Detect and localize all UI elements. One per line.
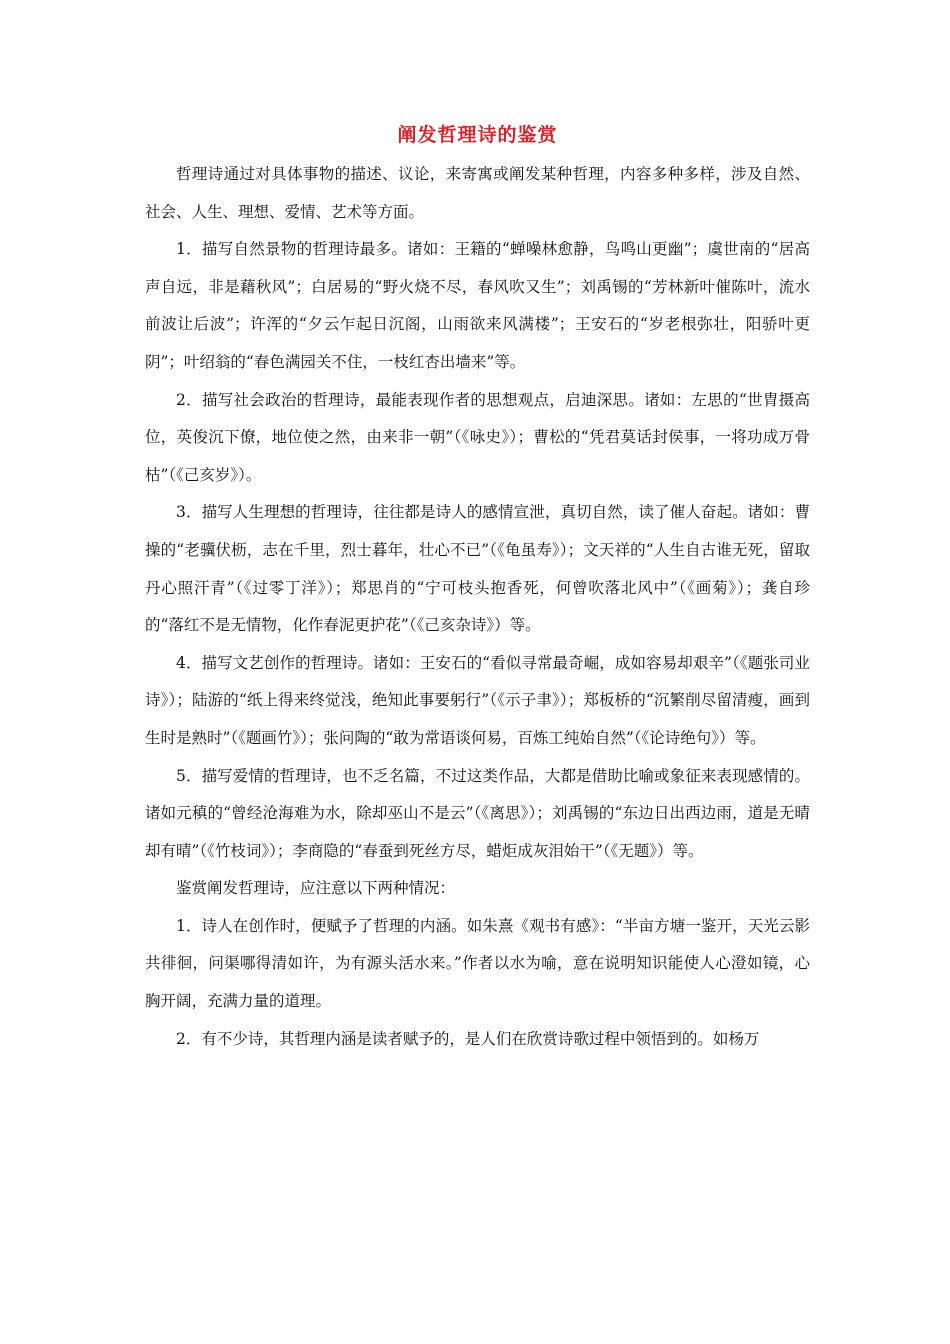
paragraph-intro: 哲理诗通过对具体事物的描述、议论，来寄寓或阐发某种哲理，内容多种多样，涉及自然、社会、人生、理想、爱情、艺术等方面。 [145, 165, 810, 221]
paragraph-art-poems: 4．描写文艺创作的哲理诗。诸如：王安石的“看似寻常最奇崛，成如容易却艰辛”（《题张司业诗》）；陆游的“纸上得来终觉浅，绝知此事要躬行”（《示子聿》）；郑板桥的“沉繁削尽留清瘦，画到生时是熟时”（《题画竹》）；张问陶的“敢为常语谈何易，百炼工纯始自然”（《论诗绝句》）等。 [145, 653, 810, 747]
document-page [145, 118, 810, 1058]
paragraph-social-poems: 2．描写社会政治的哲理诗，最能表现作者的思想观点，启迪深思。诸如：左思的“世胄摄高位，英俊沉下僚，地位使之然，由来非一朝”（《咏史》）；曹松的“凭君莫话封侯事，一将功成万骨枯”（《己亥岁》）。 [145, 390, 810, 484]
document-title: 阐发哲理诗的鉴赏 [397, 124, 558, 146]
paragraph-nature-poems: 1．描写自然景物的哲理诗最多。诸如：王籍的“蝉噪林愈静，鸟鸣山更幽”；虞世南的“居高声自远，非是藉秋风”；白居易的“野火烧不尽，春风吹又生”；刘禹锡的“芳林新叶催陈叶，流水前波让后波”；许浑的“夕云乍起日沉阁，山雨欲来风满楼”；王安石的“岁老根弥壮，阳骄叶更阴”；叶绍翁的“春色满园关不住，一枝红杏出墙来”等。 [145, 240, 810, 371]
paragraph-situation-1: 1．诗人在创作时，便赋予了哲理的内涵。如朱熹《观书有感》：“半亩方塘一鉴开，天光云影共徘徊，问渠哪得清如许，为有源头活水来。”作者以水为喻，意在说明知识能使人心澄如镜，心胸开阔，充满力量的道理。 [145, 916, 810, 1011]
paragraph-appreciation-intro: 鉴赏阐发哲理诗，应注意以下两种情况： [176, 879, 456, 898]
paragraph-life-poems: 3．描写人生理想的哲理诗，往往都是诗人的感情宣泄，真切自然，读了催人奋起。诸如：曹操的“老骥伏枥，志在千里，烈士暮年，壮心不已”（《龟虽寿》）；文天祥的“人生自古谁无死，留取丹心照汗青”（《过零丁洋》）；郑思肖的“宁可枝头抱香死，何曾吹落北风中”（《画菊》）；龚自珍的“落红不是无情物，化作春泥更护花”（《己亥杂诗》）等。 [145, 503, 810, 635]
paragraph-situation-2: 2．有不少诗，其哲理内涵是读者赋予的，是人们在欣赏诗歌过程中领悟到的。如杨万 [176, 1029, 760, 1048]
paragraph-love-poems: 5．描写爱情的哲理诗，也不乏名篇，不过这类作品，大都是借助比喻或象征来表现感情的。诸如元稹的“曾经沧海难为水，除却巫山不是云”（《离思》）；刘禹锡的“东边日出西边雨，道是无晴却有晴”（《竹枝词》）；李商隐的“春蚕到死丝方尽，蜡炬成灰泪始干”（《无题》）等。 [145, 766, 810, 860]
